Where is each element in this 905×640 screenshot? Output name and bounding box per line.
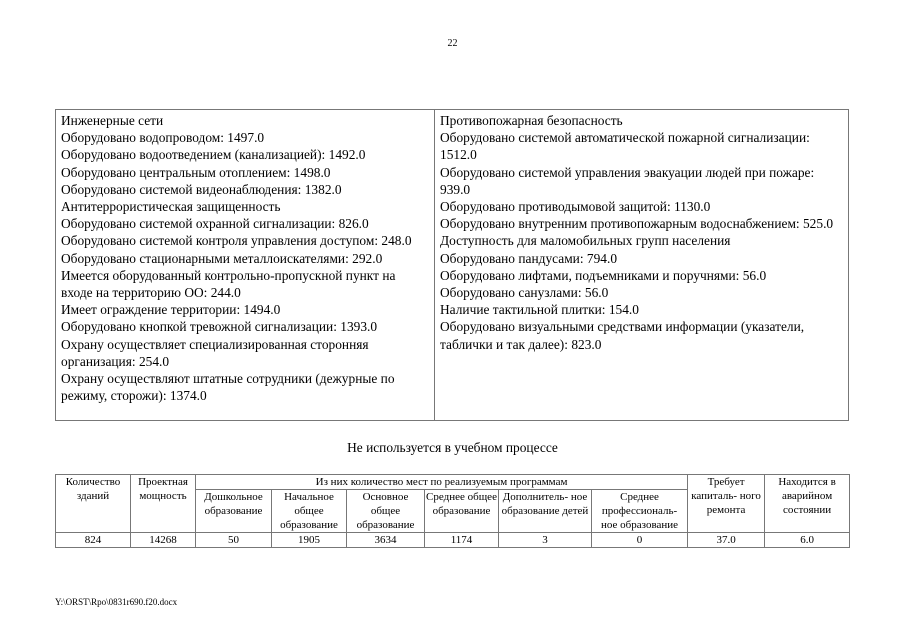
cell-buildings: 824 xyxy=(56,533,131,548)
info-line: Оборудовано центральным отоплением: 1498.0 xyxy=(61,164,331,180)
section-heading-engineering: Инженерные сети xyxy=(61,113,164,128)
info-line: Оборудовано системой автоматической пожарной сигнализации: 1512.0 xyxy=(440,130,810,163)
header-vocational: Среднее профессиональ- ное образование xyxy=(592,490,688,533)
cell-primary: 1905 xyxy=(272,533,347,548)
info-line: Оборудовано системой управления эвакуации людей при пожаре: 939.0 xyxy=(440,164,815,197)
info-line: Имеет ограждение территории: 1494.0 xyxy=(61,302,281,318)
header-preschool: Дошкольное образование xyxy=(196,490,272,533)
header-buildings: Количество зданий xyxy=(56,475,131,533)
info-line: Оборудовано противодымовой защитой: 1130.0 xyxy=(440,199,711,215)
section-heading-fire-safety: Противопожарная безопасность xyxy=(440,113,623,128)
cell-capacity: 14268 xyxy=(131,533,196,548)
header-additional: Дополнитель- ное образование детей xyxy=(499,490,592,533)
info-line: Наличие тактильной плитки: 154.0 xyxy=(440,302,639,318)
section-caption: Не используется в учебном процессе xyxy=(347,440,558,455)
cell-secondary: 1174 xyxy=(425,533,499,548)
info-line: Охрану осуществляют штатные сотрудники (дежурные по режиму, сторожи): 1374.0 xyxy=(61,371,395,404)
info-line: Оборудовано внутренним противопожарным водоснабжением: 525.0 xyxy=(440,216,834,232)
cell-emergency: 6.0 xyxy=(765,533,850,548)
section-heading-accessibility: Доступность для маломобильных групп населения xyxy=(440,233,731,249)
info-line: Оборудовано кнопкой тревожной сигнализации: 1393.0 xyxy=(61,319,378,335)
header-repair: Требует капиталь- ного ремонта xyxy=(688,475,765,533)
right-column-cell xyxy=(435,110,849,421)
file-path-footer: Y:\ORST\Rpo\0831r690.f20.docx xyxy=(55,597,178,607)
info-line: Оборудовано водопроводом: 1497.0 xyxy=(61,130,265,146)
left-column-cell xyxy=(56,110,435,421)
info-line: Оборудовано визуальными средствами информации (указатели, таблички и так далее): 823.0 xyxy=(440,319,805,352)
info-line: Оборудовано санузлами: 56.0 xyxy=(440,285,609,301)
info-line: Имеется оборудованный контрольно-пропускной пункт на входе на территорию ОО: 244.0 xyxy=(61,267,396,301)
info-line: Оборудовано системой охранной сигнализации: 826.0 xyxy=(61,216,369,232)
header-capacity: Проектная мощность xyxy=(131,475,196,533)
page-number: 22 xyxy=(447,38,458,49)
section-heading-antiterror: Антитеррористическая защищенность xyxy=(61,199,281,215)
info-line: Оборудовано системой контроля управления доступом: 248.0 xyxy=(61,233,412,249)
info-line: Оборудовано стационарными металлоискателями: 292.0 xyxy=(61,250,383,266)
info-line: Оборудовано водоотведением (канализацией): 1492.0 xyxy=(61,147,366,163)
header-primary: Начальное общее образование xyxy=(272,490,347,533)
header-secondary: Среднее общее образование xyxy=(425,490,499,533)
header-emergency: Находится в аварийном состоянии xyxy=(765,475,850,533)
capacity-table xyxy=(55,474,850,548)
header-basic: Основное общее образование xyxy=(347,490,425,533)
infrastructure-table xyxy=(55,109,849,421)
info-line: Оборудовано системой видеонаблюдения: 1382.0 xyxy=(61,181,342,197)
cell-basic: 3634 xyxy=(347,533,425,548)
table-row xyxy=(56,533,850,548)
cell-additional: 3 xyxy=(499,533,592,548)
cell-repair: 37.0 xyxy=(688,533,765,548)
cell-preschool: 50 xyxy=(196,533,272,548)
info-line: Оборудовано пандусами: 794.0 xyxy=(440,250,618,266)
cell-vocational: 0 xyxy=(592,533,688,548)
info-line: Охрану осуществляет специализированная сторонняя организация: 254.0 xyxy=(61,336,369,369)
info-line: Оборудовано лифтами, подъемниками и поручнями: 56.0 xyxy=(440,267,767,283)
header-programs-group: Из них количество мест по реализуемым программам xyxy=(196,475,688,490)
